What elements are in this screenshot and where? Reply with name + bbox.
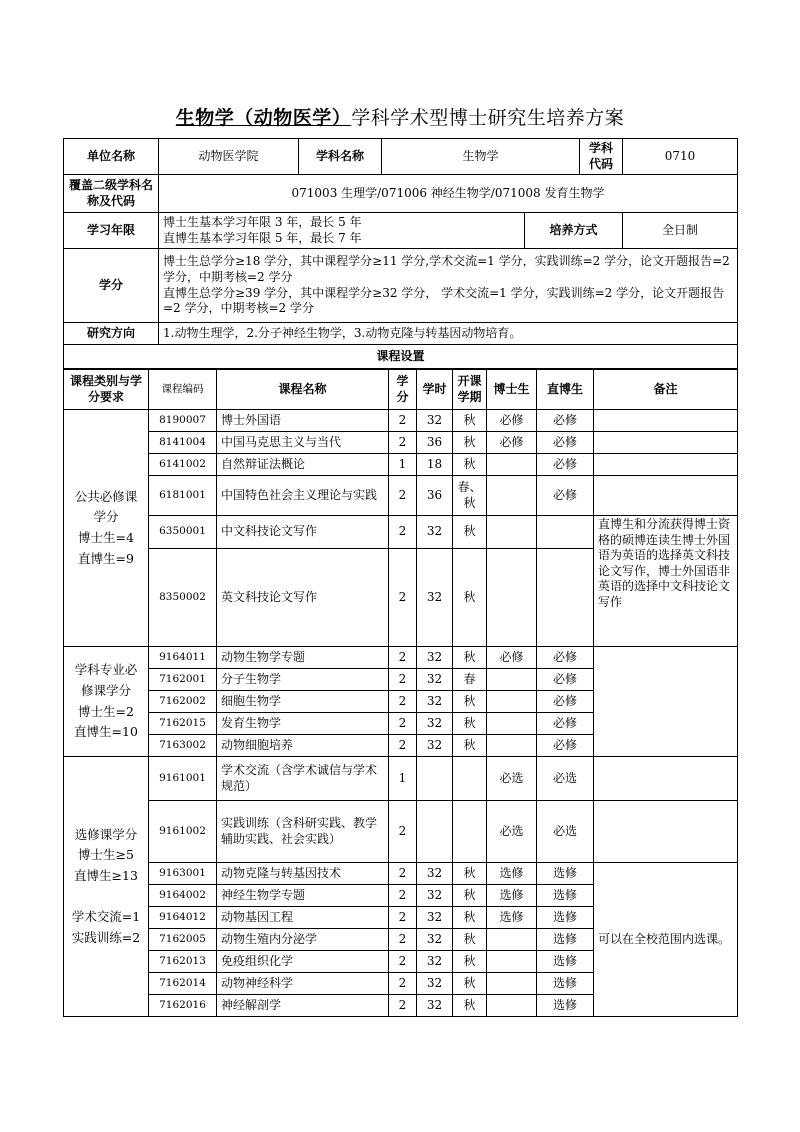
years-line2: 直博生基本学习年限 5 年，最长 7 年 [163,230,362,245]
course-hours: 32 [417,995,453,1017]
course-name: 动物基因工程 [217,907,389,929]
course-hours: 32 [417,735,453,757]
course-direct: 选修 [537,929,594,951]
course-credit: 2 [389,713,417,735]
course-name: 博士外国语 [217,410,389,432]
course-table [63,369,738,1017]
course-term: 秋 [453,432,487,454]
course-hours: 32 [417,410,453,432]
course-term: 秋 [453,995,487,1017]
course-section-title: 课程设置 [64,345,738,369]
course-credit: 1 [389,454,417,476]
course-phd [487,973,537,995]
table-row [64,410,738,432]
course-credit: 2 [389,995,417,1017]
category-line: 直博生≥13 [74,867,138,883]
course-phd [487,995,537,1017]
table-row [64,516,738,549]
course-term: 秋 [453,929,487,951]
course-credit: 2 [389,951,417,973]
course-term: 秋 [453,691,487,713]
course-name: 动物生物学专题 [217,647,389,669]
course-credit: 2 [389,929,417,951]
course-direct: 选修 [537,885,594,907]
course-term: 秋 [453,735,487,757]
course-direct [537,516,594,549]
category-line: 选修课学分 [74,826,138,842]
course-direct: 必修 [537,669,594,691]
course-code: 6141002 [149,454,217,476]
category-line: 直博生=9 [78,550,134,566]
course-term [453,757,487,801]
secondary-value: 071003 生理学/071006 神经生物学/071008 发育生物学 [159,175,738,213]
course-name: 中国马克思主义与当代 [217,432,389,454]
course-name: 英文科技论文写作 [217,549,389,647]
course-hours: 18 [417,454,453,476]
course-credit: 2 [389,549,417,647]
category-cell-0 [64,410,149,647]
course-credit: 2 [389,432,417,454]
title-underlined: 生物学（动物医学） [175,107,352,129]
course-hours: 32 [417,885,453,907]
course-name: 分子生物学 [217,669,389,691]
course-direct: 选修 [537,973,594,995]
course-term: 秋 [453,713,487,735]
course-direct: 必修 [537,454,594,476]
category-line: 学分 [93,509,119,525]
course-code: 9161002 [149,801,217,863]
table-row [64,863,738,885]
course-phd [487,951,537,973]
course-name: 动物生殖内分泌学 [217,929,389,951]
course-term: 秋 [453,973,487,995]
course-direct: 必修 [537,432,594,454]
course-direct [537,549,594,647]
course-term: 秋 [453,549,487,647]
course-direct: 选修 [537,995,594,1017]
course-credit: 2 [389,410,417,432]
code-label: 学科代码 [580,139,623,175]
course-term: 秋 [453,410,487,432]
course-phd [487,713,537,735]
category-cell-2 [64,757,149,1017]
course-credit: 2 [389,691,417,713]
category-line [68,887,144,908]
course-term: 秋 [453,885,487,907]
course-name: 动物细胞培养 [217,735,389,757]
course-direct: 必修 [537,713,594,735]
header-remark: 备注 [594,370,738,410]
info-table [63,138,738,369]
course-term: 秋 [453,863,487,885]
course-code: 7162013 [149,951,217,973]
course-code: 8190007 [149,410,217,432]
course-term: 秋 [453,647,487,669]
course-code: 8350002 [149,549,217,647]
course-hours: 36 [417,476,453,516]
course-hours: 32 [417,691,453,713]
course-hours: 32 [417,516,453,549]
course-term: 春 [453,669,487,691]
header-credit: 学分 [389,370,417,410]
category-line: 直博生=10 [74,724,138,740]
course-phd: 选修 [487,885,537,907]
course-direct: 选修 [537,951,594,973]
course-name: 细胞生物学 [217,691,389,713]
credits-direct: 直博生总学分≥39 学分，其中课程学分≥32 学分， 学术交流=1 学分，实践训练=2 学分，论文开题报告=2 学分，中期考核=2 学分 [163,285,725,316]
course-phd: 必修 [487,647,537,669]
discipline-value: 生物学 [382,139,580,175]
course-name: 自然辩证法概论 [217,454,389,476]
remark-empty [594,432,738,454]
course-code: 7162001 [149,669,217,691]
course-name: 免疫组织化学 [217,951,389,973]
course-term [453,801,487,863]
course-phd [487,735,537,757]
page-title [0,103,800,130]
remark-cell: 直博生和分流获得博士资格的硕博连读生博士外国语为英语的选择英文科技论文写作，博士外国语非英语的选择中文科技论文写作 [594,516,738,647]
course-code: 7162015 [149,713,217,735]
course-direct: 选修 [537,863,594,885]
course-term: 春、秋 [453,476,487,516]
research-label: 研究方向 [64,323,159,345]
course-hours: 32 [417,907,453,929]
category-line: 博士生=4 [78,530,134,545]
course-name: 发育生物学 [217,713,389,735]
course-code: 9161001 [149,757,217,801]
course-name: 神经解剖学 [217,995,389,1017]
header-code: 课程编码 [149,370,217,410]
years-value [159,213,525,249]
course-hours: 32 [417,863,453,885]
category-line: 学术交流=1 [71,909,141,925]
remark-cell: 可以在全校范围内选课。 [594,863,738,1017]
course-phd: 选修 [487,863,537,885]
course-code: 9164012 [149,907,217,929]
secondary-label: 覆盖二级学科名称及代码 [64,175,159,213]
table-row [64,454,738,476]
course-phd [487,669,537,691]
table-row [64,476,738,516]
course-name: 学术交流（含学术诚信与学术规范） [217,757,389,801]
remark-empty [594,410,738,432]
course-term: 秋 [453,516,487,549]
table-row [64,647,738,669]
discipline-label: 学科名称 [299,139,382,175]
course-name: 动物神经科学 [217,973,389,995]
course-direct: 必选 [537,801,594,863]
course-code: 7162016 [149,995,217,1017]
course-name: 实践训练（含科研实践、教学辅助实践、社会实践） [217,801,389,863]
title-rest: 学科学术型博士研究生培养方案 [351,107,625,129]
course-direct: 必修 [537,476,594,516]
course-hours [417,801,453,863]
table-row [64,757,738,801]
course-hours [417,757,453,801]
course-phd: 必选 [487,801,537,863]
course-code: 7162005 [149,929,217,951]
course-code: 6350001 [149,516,217,549]
course-hours: 32 [417,713,453,735]
code-value: 0710 [623,139,738,175]
category-cell-1 [64,647,149,757]
course-credit: 2 [389,647,417,669]
category-line: 博士生≥5 [78,847,134,863]
course-credit: 2 [389,973,417,995]
course-phd: 必修 [487,432,537,454]
course-direct: 必修 [537,691,594,713]
course-phd [487,476,537,516]
course-credit: 2 [389,907,417,929]
course-term: 秋 [453,454,487,476]
course-phd [487,691,537,713]
course-hours: 32 [417,973,453,995]
header-category: 课程类别与学分要求 [64,370,149,410]
course-name: 中国特色社会主义理论与实践 [217,476,389,516]
course-phd [487,549,537,647]
mode-label: 培养方式 [525,213,623,249]
course-credit: 2 [389,735,417,757]
course-credit: 2 [389,476,417,516]
credits-phd: 博士生总学分≥18 学分，其中课程学分≥11 学分,学术交流=1 学分，实践训练=2 学分，论文开题报告=2 学分，中期考核=2 学分 [163,254,730,284]
unit-value: 动物医学院 [159,139,299,175]
header-phd: 博士生 [487,370,537,410]
years-line1: 博士生基本学习年限 3 年，最长 5 年 [163,214,362,229]
course-credit: 2 [389,516,417,549]
unit-label: 单位名称 [64,139,159,175]
remark-empty [594,757,738,801]
course-hours: 36 [417,432,453,454]
course-code: 7162002 [149,691,217,713]
course-credit: 2 [389,669,417,691]
course-phd: 必选 [487,757,537,801]
course-phd [487,454,537,476]
credits-label: 学分 [64,249,159,323]
course-name: 神经生物学专题 [217,885,389,907]
course-hours: 32 [417,549,453,647]
course-code: 7162014 [149,973,217,995]
course-hours: 32 [417,669,453,691]
course-term: 秋 [453,951,487,973]
table-row [64,801,738,863]
course-phd: 选修 [487,907,537,929]
header-term: 开课学期 [453,370,487,410]
remark-empty [594,476,738,516]
header-hours: 学时 [417,370,453,410]
category-line: 博士生=2 [78,703,134,719]
course-credit: 2 [389,801,417,863]
course-phd: 必修 [487,410,537,432]
course-code: 6181001 [149,476,217,516]
course-name: 中文科技论文写作 [217,516,389,549]
course-direct: 必修 [537,735,594,757]
course-code: 9163001 [149,863,217,885]
course-code: 9164002 [149,885,217,907]
course-direct: 选修 [537,907,594,929]
years-label: 学习年限 [64,213,159,249]
mode-value: 全日制 [623,213,738,249]
header-direct: 直博生 [537,370,594,410]
course-direct: 必选 [537,757,594,801]
remark-empty [594,647,738,757]
research-value: 1.动物生理学，2.分子神经生物学，3.动物克隆与转基因动物培育。 [159,323,738,345]
course-hours: 32 [417,951,453,973]
course-code: 9164011 [149,647,217,669]
course-name: 动物克隆与转基因技术 [217,863,389,885]
course-credit: 2 [389,885,417,907]
course-phd [487,516,537,549]
course-hours: 32 [417,929,453,951]
course-term: 秋 [453,907,487,929]
remark-empty [594,801,738,863]
remark-empty [594,454,738,476]
course-code: 8141004 [149,432,217,454]
category-line: 修课学分 [80,682,131,698]
header-name: 课程名称 [217,370,389,410]
course-phd [487,929,537,951]
table-row [64,432,738,454]
course-code: 7163002 [149,735,217,757]
course-credit: 2 [389,863,417,885]
course-direct: 必修 [537,647,594,669]
category-line: 公共必修课 [74,488,138,504]
category-line: 学科专业必 [74,662,138,678]
course-credit: 1 [389,757,417,801]
credits-value [159,249,738,323]
course-hours: 32 [417,647,453,669]
course-direct: 必修 [537,410,594,432]
category-line: 实践训练=2 [71,929,141,945]
